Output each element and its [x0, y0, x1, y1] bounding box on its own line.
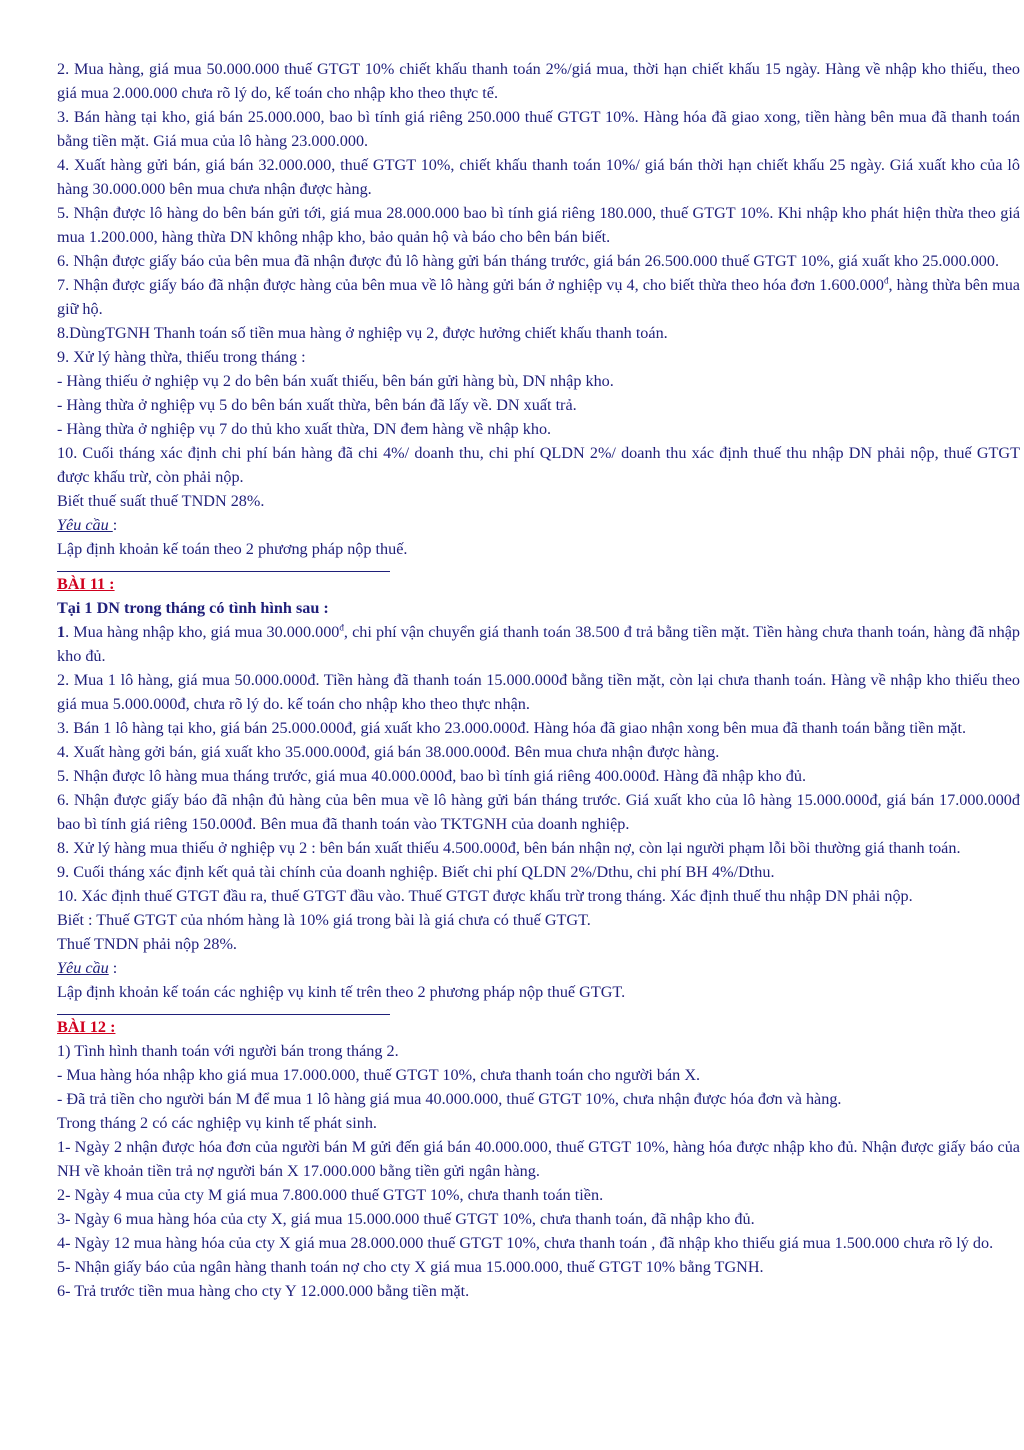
item-2: 2. Mua 1 lô hàng, giá mua 50.000.000đ. Tiền hàng đã thanh toán 15.000.000đ bằng tiền mặt, còn lại chưa thanh toán. Hàng về nhập kho thiếu theo giá mua 5.000.000đ, chưa rõ lý do. kế toán cho nhập kho theo thực nhận.	[57, 671, 1020, 713]
requirement-heading	[57, 956, 1020, 980]
item-3: 3- Ngày 6 mua hàng hóa của cty X, giá mua 15.000.000 thuế GTGT 10%, chưa thanh toán, đã nhập kho đủ.	[57, 1210, 755, 1228]
requirement-heading	[57, 513, 1020, 537]
opening-item-b: - Đã trả tiền cho người bán M để mua 1 lô hàng giá mua 40.000.000, thuế GTGT 10%, chưa nhận được hóa đơn và hàng.	[57, 1090, 842, 1108]
item-1-number: 1	[57, 623, 66, 641]
item-4: 4- Ngày 12 mua hàng hóa của cty X giá mua 28.000.000 thuế GTGT 10%, chưa thanh toán , đã nhập kho thiếu giá mua 1.500.000 chưa rõ lý do.	[57, 1234, 994, 1252]
item-9-a: - Hàng thiếu ở nghiệp vụ 2 do bên bán xuất thiếu, bên bán gửi hàng bù, DN nhập kho.	[57, 372, 614, 390]
item-8: 8.DùngTGNH Thanh toán số tiền mua hàng ở nghiệp vụ 2, được hưởng chiết khấu thanh toán.	[57, 324, 668, 342]
requirement-label: Yêu cầu	[57, 959, 109, 977]
item-3: 3. Bán hàng tại kho, giá bán 25.000.000, bao bì tính giá riêng 250.000 thuế GTGT 10%. Hàng hóa đã giao xong, tiền hàng bên mua đã thanh toán bằng tiền mặt. Giá mua của lô hàng 23.000.000.	[57, 108, 1020, 150]
item-10: 10. Cuối tháng xác định chi phí bán hàng đã chi 4%/ doanh thu, chi phí QLDN 2%/ doanh thu xác định thuế thu nhập DN phải nộp, thuế GTGT được khấu trừ, còn phải nộp.	[57, 444, 1020, 486]
item-6: 6. Nhận được giấy báo của bên mua đã nhận được đủ lô hàng gửi bán tháng trước, giá bán 26.500.000 thuế GTGT 10%, giá xuất kho 25.000.000.	[57, 252, 1000, 270]
opening-item-a: - Mua hàng hóa nhập kho giá mua 17.000.000, thuế GTGT 10%, chưa thanh toán cho người bán X.	[57, 1066, 701, 1084]
item-6: 6- Trả trước tiền mua hàng cho cty Y 12.000.000 bằng tiền mặt.	[57, 1282, 470, 1300]
requirement-label: Yêu cầu	[57, 516, 113, 534]
item-9-c: - Hàng thừa ở nghiệp vụ 7 do thủ kho xuất thừa, DN đem hàng về nhập kho.	[57, 420, 552, 438]
item-7	[57, 273, 1020, 321]
item-1-text-b: , chi phí vận chuyển giá thanh toán 38.500 đ trả bằng tiền mặt. Tiền hàng chưa thanh toán, hàng đã nhập kho đủ.	[57, 623, 1020, 665]
item-1-text-a: . Mua hàng nhập kho, giá mua 30.000.000	[65, 623, 340, 641]
item-9: 9. Xử lý hàng thừa, thiếu trong tháng :	[57, 348, 306, 366]
item-4: 4. Xuất hàng gửi bán, giá bán 32.000.000, thuế GTGT 10%, chiết khấu thanh toán 10%/ giá bán thời hạn chiết khấu 25 ngày. Giá xuất kho của lô hàng 30.000.000 bên mua chưa nhận được hàng.	[57, 156, 1020, 198]
item-1: 1- Ngày 2 nhận được hóa đơn của người bán M gửi đến giá bán 40.000.000, thuế GTGT 10%, hàng hóa được nhập kho đủ. Nhận được giấy báo của NH về khoản tiền trả nợ người bán X 17.000.000 bằng tiền gửi ngân hàng.	[57, 1138, 1020, 1180]
item-5: 5. Nhận được lô hàng mua tháng trước, giá mua 40.000.000đ, bao bì tính giá riêng 400.000đ. Hàng đã nhập kho đủ.	[57, 767, 807, 785]
item-5: 5- Nhận giấy báo của ngân hàng thanh toán nợ cho cty X giá mua 15.000.000, thuế GTGT 10% bằng TGNH.	[57, 1258, 764, 1276]
item-9: 9. Cuối tháng xác định kết quả tài chính của doanh nghiệp. Biết chi phí QLDN 2%/Dthu, chi phí BH 4%/Dthu.	[57, 863, 775, 881]
requirement-colon: :	[108, 959, 118, 977]
item-9-b: - Hàng thừa ở nghiệp vụ 5 do bên bán xuất thừa, bên bán đã lấy về. DN xuất trả.	[57, 396, 577, 414]
item-2: 2. Mua hàng, giá mua 50.000.000 thuế GTGT 10% chiết khấu thanh toán 2%/giá mua, thời hạn chiết khấu 15 ngày. Hàng về nhập kho thiếu, theo giá mua 2.000.000 chưa rõ lý do, kế toán cho nhập kho theo thực tế.	[57, 60, 1020, 102]
item-5: 5. Nhận được lô hàng do bên bán gửi tới, giá mua 28.000.000 bao bì tính giá riêng 180.000, thuế GTGT 10%. Khi nhập kho phát hiện thừa theo giá mua 1.200.000, hàng thừa DN không nhập kho, bảo quản hộ và báo cho bên bán biết.	[57, 204, 1020, 246]
transactions-heading: Trong tháng 2 có các nghiệp vụ kinh tế phát sinh.	[57, 1114, 377, 1132]
section-previous-exercise	[57, 57, 1020, 572]
item-7-text-a: 7. Nhận được giấy báo đã nhận được hàng của bên mua về lô hàng gửi bán ở nghiệp vụ 4, cho biết thừa theo hóa đơn 1.600.000	[57, 276, 884, 294]
item-3: 3. Bán 1 lô hàng tại kho, giá bán 25.000.000đ, giá xuất kho 23.000.000đ. Hàng hóa đã giao nhận xong bên mua đã thanh toán bằng tiền mặt.	[57, 719, 967, 737]
item-7-currency: đ	[883, 275, 889, 286]
tax-note: Thuế TNDN phải nộp 28%.	[57, 935, 237, 953]
item-1	[57, 620, 1020, 668]
item-7-text-b: , hàng thừa bên mua giữ hộ.	[57, 276, 1020, 318]
requirement-colon: :	[112, 516, 118, 534]
section-bai-12	[57, 1015, 1020, 1303]
tax-note: Biết thuế suất thuế TNDN 28%.	[57, 492, 265, 510]
section-title: BÀI 11 :	[57, 575, 115, 593]
item-2: 2- Ngày 4 mua của cty M giá mua 7.800.000 thuế GTGT 10%, chưa thanh toán tiền.	[57, 1186, 604, 1204]
vat-note: Biết : Thuế GTGT của nhóm hàng là 10% giá trong bài là giá chưa có thuế GTGT.	[57, 911, 591, 929]
item-10: 10. Xác định thuế GTGT đầu ra, thuế GTGT đầu vào. Thuế GTGT được khấu trừ trong tháng. Xác định thuế thu nhập DN phải nộp.	[57, 887, 913, 905]
item-1-currency: đ	[339, 622, 344, 633]
opening-balance-heading: 1) Tình hình thanh toán với người bán trong tháng 2.	[57, 1042, 399, 1060]
item-4: 4. Xuất hàng gởi bán, giá xuất kho 35.000.000đ, giá bán 38.000.000đ. Bên mua chưa nhận được hàng.	[57, 743, 720, 761]
section-intro: Tại 1 DN trong tháng có tình hình sau :	[57, 599, 329, 617]
section-bai-11	[57, 572, 1020, 1015]
item-6: 6. Nhận được giấy báo đã nhận đủ hàng của bên mua về lô hàng gửi bán tháng trước. Giá xuất kho của lô hàng 15.000.000đ, giá bán 17.000.000đ bao bì tính giá riêng 150.000đ. Bên mua đã thanh toán vào TKTGNH của doanh nghiệp.	[57, 791, 1020, 833]
requirement-text: Lập định khoản kế toán các nghiệp vụ kinh tế trên theo 2 phương pháp nộp thuế GTGT.	[57, 983, 626, 1001]
requirement-text: Lập định khoản kế toán theo 2 phương pháp nộp thuế.	[57, 540, 408, 558]
item-8: 8. Xử lý hàng mua thiếu ở nghiệp vụ 2 : bên bán xuất thiếu 4.500.000đ, bên bán nhận nợ, còn lại người phạm lỗi bồi thường giá thanh toán.	[57, 839, 961, 857]
section-title: BÀI 12 :	[57, 1018, 116, 1036]
